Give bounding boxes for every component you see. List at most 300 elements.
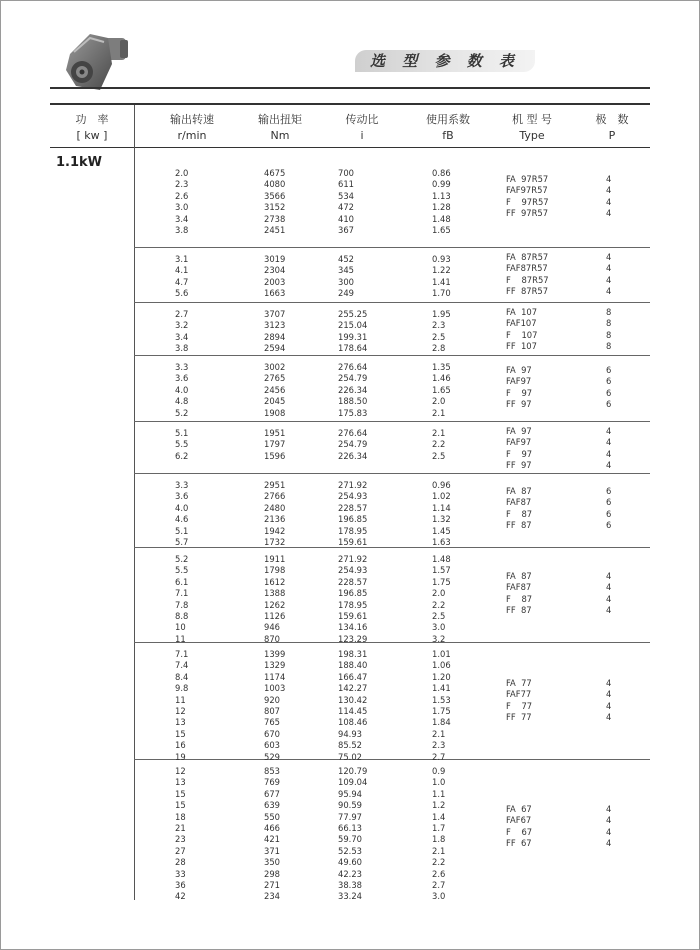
types-column [506,804,532,850]
model-type-value: F 97 [506,448,533,459]
speed-value: 7.8 [175,599,189,610]
ratio-value: 228.57 [338,502,368,513]
header-pole [576,112,648,144]
torque-value: 298 [264,868,280,879]
speed-value: 3.6 [175,373,189,384]
speed-value: 10 [175,622,186,633]
torque-column [264,766,280,903]
poles-column [606,365,611,411]
speed-value: 5.1 [175,525,189,536]
torque-value: 1911 [264,554,286,564]
speed-value: 42 [175,891,186,902]
service-factor-value: 1.75 [432,576,451,587]
torque-value: 1612 [264,576,286,587]
model-type-value: FA 67 [506,804,532,814]
pole-value: 4 [606,426,612,436]
service-factor-value: 2.8 [432,343,446,354]
types-column [506,365,532,411]
torque-value: 2765 [264,373,286,384]
ratio-value: 108.46 [338,717,368,728]
speed-value: 8.8 [175,611,189,622]
ratio-value: 33.24 [338,891,362,902]
model-type-value: FAF67 [506,815,532,826]
pole-value: 4 [606,593,612,604]
pole-value: 4 [606,571,612,581]
torque-value: 1174 [264,671,286,682]
model-type-value: FAF87R57 [506,263,548,274]
ratio-value: 254.79 [338,373,368,384]
model-type-value: FAF77 [506,689,532,700]
service-factor-value: 2.0 [432,396,446,407]
ratio-value: 188.50 [338,396,368,407]
speed-value: 2.0 [175,168,189,178]
torque-value: 3019 [264,254,286,264]
service-factor-value: 1.0 [432,777,446,788]
pole-value: 4 [606,826,612,837]
header-speed-label: 输出转速 [170,113,214,126]
header-torque-label: 输出扭矩 [258,113,302,126]
header-factor-unit: fB [442,129,454,142]
service-factor-value: 2.0 [432,588,446,599]
speed-value: 5.7 [175,537,189,548]
service-factor-value: 1.01 [432,649,451,659]
speed-value: 3.8 [175,343,189,354]
torque-value: 234 [264,891,280,902]
service-factor-value: 2.5 [432,450,446,461]
torque-value: 677 [264,788,280,799]
torque-value: 870 [264,633,280,644]
speed-value: 4.0 [175,384,189,395]
torque-column [264,480,285,548]
spec-group [134,642,650,760]
speed-value: 12 [175,766,186,776]
pole-value: 6 [606,486,612,496]
factor-column [432,766,445,903]
service-factor-value: 3.2 [432,633,446,644]
speed-value: 2.3 [175,179,189,190]
factor-column [432,480,451,548]
header-torque-unit: Nm [270,129,290,142]
torque-value: 765 [264,717,280,728]
service-factor-value: 2.3 [432,320,446,331]
ratio-column [338,649,367,763]
header-power-label: 功 率 [75,113,109,126]
speed-value: 8.4 [175,671,189,682]
service-factor-value: 1.8 [432,834,446,845]
speed-value: 21 [175,823,186,834]
spec-group [134,302,650,356]
torque-value: 2456 [264,384,286,395]
model-type-value: FF 97 [506,460,532,471]
ratio-value: 178.95 [338,525,368,536]
poles-column [606,804,611,850]
ratio-value: 120.79 [338,766,368,776]
ratio-column [338,362,367,419]
model-type-value: FA 97 [506,426,532,436]
header-power [50,112,134,144]
service-factor-value: 0.96 [432,480,451,490]
pole-value: 4 [606,196,612,207]
service-factor-value: 1.32 [432,514,451,525]
ratio-value: 611 [338,179,354,190]
service-factor-value: 1.7 [432,823,446,834]
service-factor-value: 2.2 [432,599,446,610]
ratio-value: 700 [338,168,354,178]
speed-value: 11 [175,633,186,644]
types-column [506,486,532,532]
ratio-value: 38.38 [338,880,362,891]
pole-value: 4 [606,700,612,711]
speed-value: 3.4 [175,213,189,224]
ratio-value: 159.61 [338,611,368,622]
speed-column [175,362,188,419]
service-factor-value: 2.1 [432,428,446,438]
speed-value: 4.8 [175,396,189,407]
speed-value: 9.8 [175,683,189,694]
service-factor-value: 2.2 [432,857,446,868]
header-speed-unit: r/min [177,129,207,142]
pole-value: 6 [606,399,612,410]
pole-value: 4 [606,185,612,196]
ratio-value: 59.70 [338,834,362,845]
service-factor-value: 2.6 [432,868,446,879]
factor-column [432,168,451,236]
spec-group [134,355,650,422]
types-column [506,252,549,298]
spec-group [134,759,650,900]
poles-column [606,252,611,298]
ratio-value: 114.45 [338,706,368,717]
spec-group [134,247,650,303]
service-factor-value: 3.0 [432,891,446,902]
pole-value: 8 [606,307,612,317]
model-type-value: FA 87 [506,571,532,581]
service-factor-value: 1.22 [432,265,451,276]
service-factor-value: 1.48 [432,554,451,564]
model-type-value: FAF97 [506,437,532,448]
service-factor-value: 3.0 [432,622,446,633]
torque-value: 2136 [264,514,286,525]
header-rule [50,87,650,89]
speed-column [175,766,186,903]
ratio-value: 367 [338,225,354,236]
pole-value: 4 [606,605,612,616]
pole-value: 4 [606,678,612,688]
title-banner [355,50,535,72]
pole-value: 6 [606,387,612,398]
model-type-value: F 87 [506,593,533,604]
ratio-column [338,766,367,903]
header-type-unit: Type [519,129,545,142]
factor-column [432,309,451,355]
model-type-value: F 87R57 [506,274,549,285]
ratio-value: 159.61 [338,537,368,548]
header-factor [408,112,488,144]
model-type-value: FA 87R57 [506,252,549,262]
torque-value: 4675 [264,168,286,178]
speed-value: 3.4 [175,331,189,342]
torque-value: 1797 [264,439,286,450]
torque-value: 1951 [264,428,286,438]
model-type-value: FF 77 [506,712,532,723]
service-factor-value: 2.1 [432,728,446,739]
speed-value: 4.7 [175,276,189,287]
service-factor-value: 0.9 [432,766,446,776]
ratio-value: 52.53 [338,845,362,856]
speed-value: 4.6 [175,514,189,525]
service-factor-value: 2.1 [432,407,446,418]
service-factor-value: 0.99 [432,179,451,190]
torque-value: 670 [264,728,280,739]
torque-column [264,362,285,419]
torque-value: 3123 [264,320,286,331]
ratio-value: 300 [338,276,354,287]
service-factor-value: 0.86 [432,168,451,178]
torque-value: 1942 [264,525,286,536]
types-column [506,571,532,617]
pole-value: 4 [606,582,612,593]
torque-value: 3152 [264,202,286,213]
speed-value: 3.3 [175,362,189,372]
torque-value: 2045 [264,396,286,407]
ratio-value: 226.34 [338,384,368,395]
speed-value: 5.6 [175,288,189,299]
service-factor-value: 1.57 [432,565,451,576]
torque-value: 1003 [264,683,286,694]
ratio-value: 178.64 [338,343,368,354]
poles-column [606,571,611,617]
torque-value: 1388 [264,588,286,599]
pole-value: 4 [606,815,612,826]
service-factor-value: 1.14 [432,502,451,513]
pole-value: 6 [606,497,612,508]
speed-value: 3.6 [175,491,189,502]
torque-value: 3566 [264,190,286,201]
ratio-value: 175.83 [338,407,368,418]
pole-value: 6 [606,365,612,375]
service-factor-value: 2.1 [432,845,446,856]
torque-value: 2738 [264,213,286,224]
torque-value: 1908 [264,407,286,418]
torque-value: 550 [264,811,280,822]
pole-value: 4 [606,174,612,184]
speed-value: 4.1 [175,265,189,276]
model-type-value: FF 87 [506,520,532,531]
ratio-value: 134.16 [338,622,368,633]
torque-value: 2766 [264,491,286,502]
poles-column [606,486,611,532]
torque-value: 466 [264,823,280,834]
power-value: 1.1kW [56,155,103,170]
speed-value: 7.4 [175,660,189,671]
ratio-value: 249 [338,288,354,299]
service-factor-value: 1.70 [432,288,451,299]
ratio-value: 196.85 [338,588,368,599]
types-column [506,174,549,220]
torque-value: 1732 [264,537,286,548]
ratio-column [338,309,367,355]
torque-value: 946 [264,622,280,633]
model-type-value: FF 87 [506,605,532,616]
service-factor-value: 2.3 [432,740,446,751]
ratio-value: 130.42 [338,694,368,705]
ratio-value: 66.13 [338,823,362,834]
spec-group [134,147,650,248]
pole-value: 4 [606,689,612,700]
speed-value: 3.8 [175,225,189,236]
service-factor-value: 1.75 [432,706,451,717]
header-power-unit: [ kw ] [76,129,108,142]
pole-value: 4 [606,437,612,448]
speed-column [175,480,188,548]
ratio-value: 85.52 [338,740,362,751]
pole-value: 6 [606,520,612,531]
ratio-value: 226.34 [338,450,368,461]
model-type-value: FF 107 [506,341,537,352]
service-factor-value: 0.93 [432,254,451,264]
torque-value: 1596 [264,450,286,461]
speed-value: 19 [175,751,186,762]
ratio-value: 345 [338,265,354,276]
ratio-value: 178.95 [338,599,368,610]
ratio-value: 198.31 [338,649,368,659]
model-type-value: FAF87 [506,582,532,593]
factor-column [432,649,451,763]
ratio-column [338,428,367,462]
model-type-value: F 97 [506,387,533,398]
speed-column [175,649,188,763]
torque-value: 2951 [264,480,286,490]
header-factor-label: 使用系数 [426,113,470,126]
pole-value: 8 [606,329,612,340]
torque-value: 2304 [264,265,286,276]
table-header [50,105,650,148]
speed-value: 4.0 [175,502,189,513]
torque-value: 1798 [264,565,286,576]
speed-value: 12 [175,706,186,717]
service-factor-value: 1.53 [432,694,451,705]
header-speed [152,112,232,144]
ratio-value: 94.93 [338,728,362,739]
torque-column [264,309,285,355]
service-factor-value: 1.48 [432,213,451,224]
service-factor-value: 1.41 [432,276,451,287]
model-type-value: FA 97R57 [506,174,549,184]
speed-value: 5.5 [175,439,189,450]
ratio-column [338,168,354,236]
torque-column [264,168,285,236]
header-ratio-unit: i [360,129,364,142]
speed-value: 15 [175,788,186,799]
speed-value: 27 [175,845,186,856]
model-type-value: FAF107 [506,318,537,329]
ratio-value: 75.02 [338,751,362,762]
service-factor-value: 1.4 [432,811,446,822]
speed-column [175,168,188,236]
torque-column [264,428,285,462]
pole-value: 4 [606,252,612,262]
service-factor-value: 1.46 [432,373,451,384]
model-type-value: FF 97 [506,399,532,410]
torque-column [264,554,285,645]
model-type-value: F 107 [506,329,538,340]
service-factor-value: 1.95 [432,309,451,319]
speed-value: 13 [175,777,186,788]
model-type-value: FF 67 [506,838,532,849]
torque-value: 371 [264,845,280,856]
torque-value: 529 [264,751,280,762]
speed-value: 13 [175,717,186,728]
model-type-value: F 87 [506,508,533,519]
speed-value: 7.1 [175,649,189,659]
factor-column [432,428,445,462]
ratio-value: 410 [338,213,354,224]
service-factor-value: 1.63 [432,537,451,548]
torque-value: 603 [264,740,280,751]
speed-value: 6.1 [175,576,189,587]
speed-value: 33 [175,868,186,879]
torque-value: 1663 [264,288,286,299]
factor-column [432,554,451,645]
speed-column [175,554,188,645]
speed-value: 28 [175,857,186,868]
pole-value: 8 [606,318,612,329]
torque-value: 639 [264,800,280,811]
model-type-value: FAF87 [506,497,532,508]
ratio-value: 472 [338,202,354,213]
ratio-value: 188.40 [338,660,368,671]
torque-value: 769 [264,777,280,788]
speed-value: 3.2 [175,320,189,331]
service-factor-value: 1.06 [432,660,451,671]
speed-value: 2.7 [175,309,189,319]
ratio-value: 254.93 [338,491,368,502]
ratio-value: 228.57 [338,576,368,587]
speed-value: 15 [175,728,186,739]
torque-value: 2003 [264,276,286,287]
speed-value: 18 [175,811,186,822]
speed-value: 23 [175,834,186,845]
ratio-value: 276.64 [338,362,368,372]
model-type-value: FA 87 [506,486,532,496]
types-column [506,678,532,724]
poles-column [606,678,611,724]
model-type-value: FAF97 [506,376,532,387]
speed-value: 3.3 [175,480,189,490]
service-factor-value: 1.84 [432,717,451,728]
poles-column [606,174,611,220]
pole-value: 4 [606,712,612,723]
ratio-value: 271.92 [338,480,368,490]
ratio-value: 196.85 [338,514,368,525]
speed-value: 5.5 [175,565,189,576]
ratio-value: 49.60 [338,857,362,868]
ratio-value: 142.27 [338,683,368,694]
pole-value: 8 [606,341,612,352]
ratio-value: 123.29 [338,633,368,644]
service-factor-value: 1.13 [432,190,451,201]
torque-value: 271 [264,880,280,891]
header-torque [240,112,320,144]
pole-value: 4 [606,263,612,274]
ratio-value: 95.94 [338,788,362,799]
torque-value: 920 [264,694,280,705]
model-type-value: F 97R57 [506,196,549,207]
ratio-value: 534 [338,190,354,201]
speed-value: 6.2 [175,450,189,461]
service-factor-value: 1.1 [432,788,446,799]
ratio-value: 255.25 [338,309,368,319]
